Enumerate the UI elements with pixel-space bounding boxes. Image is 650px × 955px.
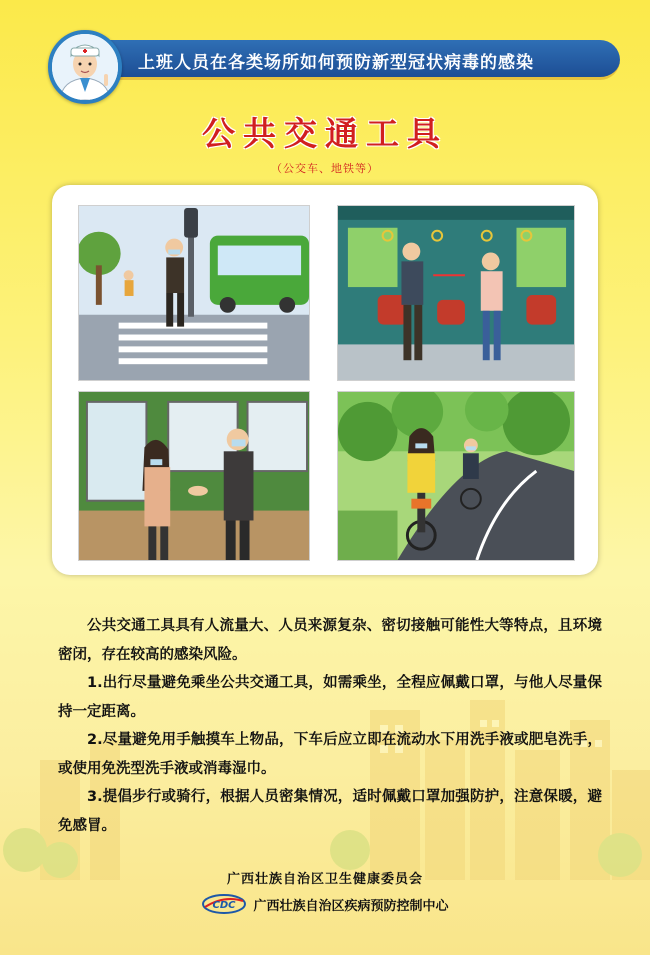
- illustration-crosswalk-bus: [78, 205, 310, 381]
- footer-org-cdc: 广西壮族自治区疾病预防控制中心: [253, 898, 449, 914]
- illustration-subway-interior: [337, 205, 575, 381]
- cdc-logo-icon: [201, 893, 247, 915]
- footer-cdc: [0, 893, 650, 915]
- illustration-cycling: [337, 391, 575, 561]
- header-title-bar: [104, 40, 620, 80]
- header-title: 上班人员在各类场所如何预防新型冠状病毒的感染: [138, 53, 534, 73]
- advice-intro: 公共交通工具具有人流量大、人员来源复杂、密切接触可能性大等特点，且环境密闭，存在较高的感染风险。: [58, 618, 602, 663]
- advice-item-3: 3.提倡步行或骑行，根据人员密集情况，适时佩戴口罩加强防护，注意保暖，避免感冒。: [58, 789, 602, 834]
- illustration-bus-sanitizer: [78, 391, 310, 561]
- footer-org-health-commission: 广西壮族自治区卫生健康委员会: [226, 872, 423, 887]
- header: [48, 30, 620, 92]
- page-subtitle: （公交车、地铁等）: [271, 162, 379, 175]
- cdc-logo-text: CDC: [212, 900, 236, 911]
- advice-item-1: 1.出行尽量避免乘坐公共交通工具，如需乘坐，全程应佩戴口罩，与他人尽量保持一定距离。: [58, 675, 602, 720]
- page-title: 公共交通工具: [202, 114, 448, 153]
- advice-text: [58, 612, 602, 840]
- illustration-panel: [52, 185, 598, 575]
- advice-item-2: 2.尽量避免用手触摸车上物品，下车后应立即在流动水下用洗手液或肥皂洗手，或使用免洗型洗手液或消毒湿巾。: [58, 732, 602, 777]
- doctor-avatar-icon: [48, 30, 122, 104]
